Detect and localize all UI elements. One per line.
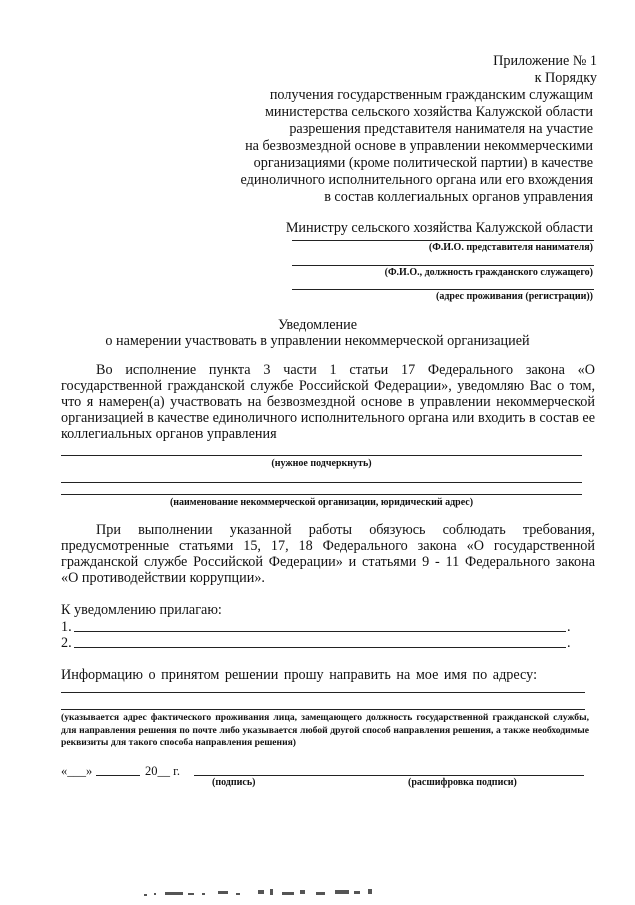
date-day: «___» bbox=[61, 764, 93, 778]
info-address-line-2 bbox=[61, 709, 585, 710]
para2-line-4: «О противодействии коррупции». bbox=[61, 570, 265, 586]
para1-line-1: Во исполнение пункта 3 части 1 статьи 17 Федерального закона «О bbox=[96, 362, 595, 378]
signature-line bbox=[194, 775, 584, 776]
header-line-5: организациями (кроме политической партии) в качестве bbox=[253, 155, 593, 171]
header-line-7: в состав коллегиальных органов управления bbox=[324, 189, 593, 205]
header-line-4: на безвозмездной основе в управлении некоммерческими bbox=[245, 138, 593, 154]
date-year: 20__ г. bbox=[145, 764, 180, 778]
notice-subtitle: о намерении участвовать в управлении некоммерческой организацией bbox=[105, 333, 530, 349]
org-line-1 bbox=[61, 482, 582, 483]
to-order: к Порядку bbox=[534, 70, 597, 86]
caption-rep: (Ф.И.О. представителя нанимателя) bbox=[428, 242, 593, 253]
address-line bbox=[292, 289, 594, 290]
scan-artifact bbox=[140, 884, 390, 900]
para2-line-3: гражданской службе Российской Федерации» и статьями 9 - 11 Федерального закона bbox=[61, 554, 595, 570]
appendix-number: Приложение № 1 bbox=[493, 53, 597, 69]
header-line-2: министерства сельского хозяйства Калужской области bbox=[264, 104, 593, 120]
para2-line-2: предусмотренные статьями 15, 17, 18 Федерального закона «О государственной bbox=[61, 538, 595, 554]
para1-line-5: коллегиальных органов управления bbox=[61, 426, 277, 442]
caption-servant: (Ф.И.О., должность гражданского служащего) bbox=[384, 267, 593, 278]
caption-address: (адрес проживания (регистрации)) bbox=[436, 291, 593, 302]
addressee-to: Министру сельского хозяйства Калужской области bbox=[285, 220, 593, 236]
header-line-1: получения государственным гражданским служащим bbox=[269, 87, 593, 103]
header-line-3: разрешения представителя нанимателя на участие bbox=[289, 121, 593, 137]
attach-item-2-dot: . bbox=[567, 635, 571, 651]
para2-line-1: При выполнении указанной работы обязуюсь соблюдать требования, bbox=[96, 522, 595, 538]
para1-line-3: что я намерен(а) участвовать на безвозмездной основе в управлении некоммерческой bbox=[61, 394, 595, 410]
attach-item-1-dot: . bbox=[567, 619, 571, 635]
org-line-2 bbox=[61, 494, 582, 495]
notice-title: Уведомление bbox=[277, 317, 358, 333]
caption-signature-decode: (расшифровка подписи) bbox=[408, 777, 517, 788]
rep-name-line bbox=[292, 240, 594, 241]
caption-org: (наименование некоммерческой организации, юридический адрес) bbox=[169, 497, 474, 508]
attach-item-1-line bbox=[74, 631, 566, 632]
caption-signature: (подпись) bbox=[212, 777, 256, 788]
caption-underline: (нужное подчеркнуть) bbox=[271, 458, 372, 469]
para1-line-2: государственной гражданской службе Российской Федерации», уведомляю Вас о том, bbox=[61, 378, 595, 394]
underline-field-line bbox=[61, 455, 582, 456]
attach-item-2-line bbox=[74, 647, 566, 648]
servant-name-line bbox=[292, 265, 594, 266]
info-address-line-1 bbox=[61, 692, 585, 693]
header-line-6: единоличного исполнительного органа или его вхождения bbox=[240, 172, 593, 188]
para1-line-4: организацией в качестве единоличного исполнительного органа или входить в состав ее bbox=[61, 410, 595, 426]
attach-item-2-number: 2. bbox=[61, 635, 72, 651]
attach-label: К уведомлению прилагаю: bbox=[61, 602, 222, 618]
date-month-line bbox=[96, 775, 140, 776]
address-note: (указывается адрес фактического проживания лица, замещающего должность государственной гражданской службы, для направления решения по почте либо указывается любой другой способ направления решения, а также необходимые реквизиты для такого способа направления решения) bbox=[61, 712, 589, 748]
info-request: Информацию о принятом решении прошу направить на мое имя по адресу: bbox=[61, 667, 538, 683]
attach-item-1-number: 1. bbox=[61, 619, 72, 635]
